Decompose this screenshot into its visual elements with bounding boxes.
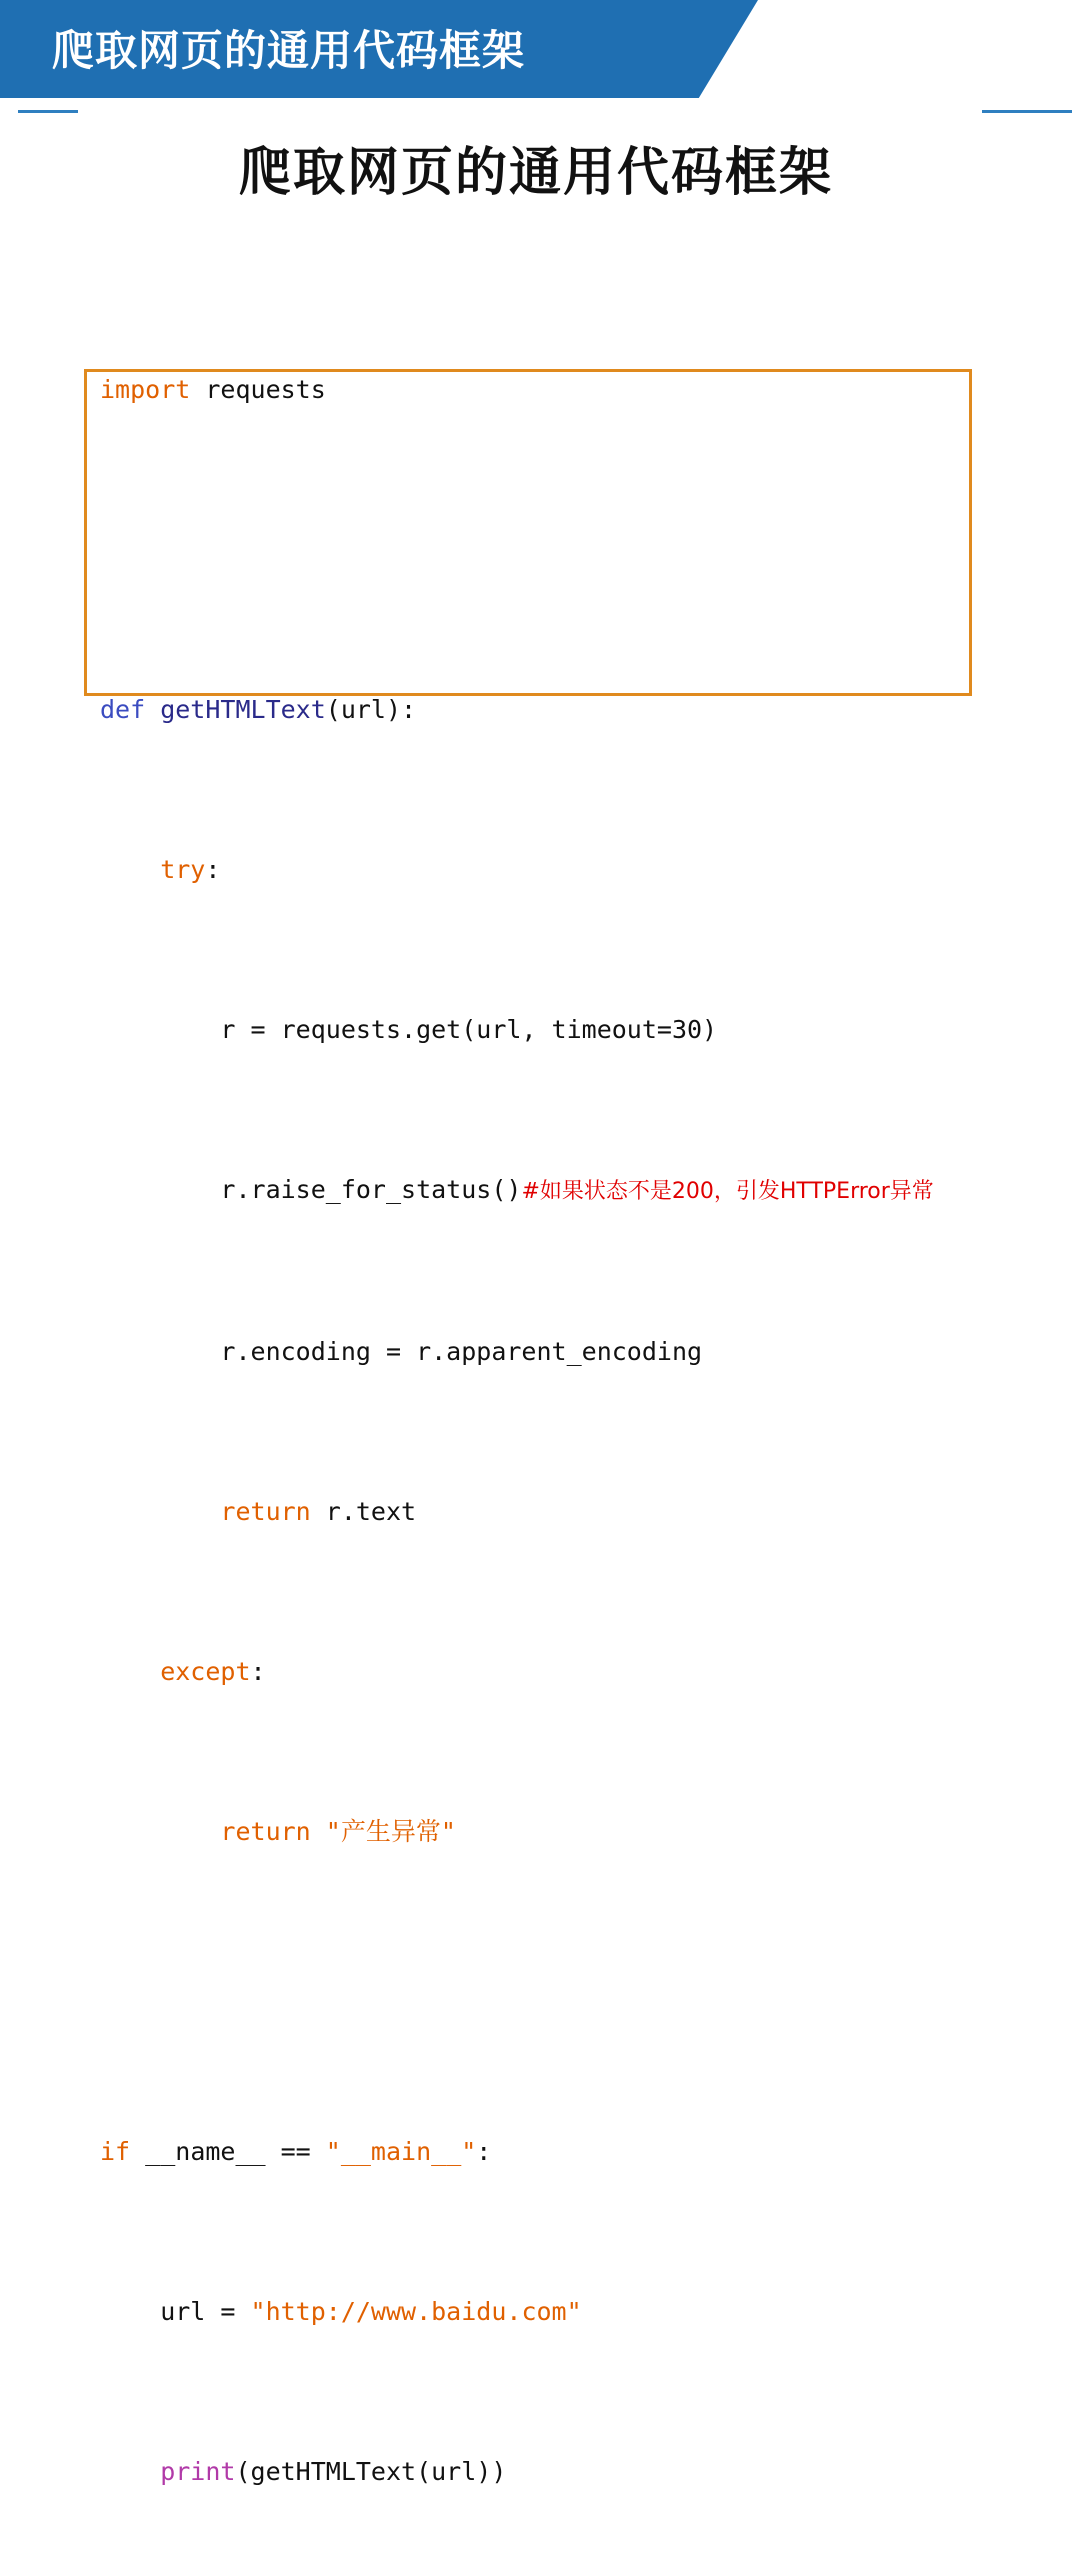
token-url-string: "http://www.baidu.com" (250, 2297, 582, 2326)
token-requests-get: r = requests.get(url, timeout=30) (100, 1015, 718, 1044)
token-raise-for-status: r.raise_for_status() (100, 1175, 522, 1204)
code-blank-line-1 (100, 530, 1000, 570)
token-print-args: (getHTMLText(url)) (235, 2457, 507, 2486)
token-comment-raise: #如果状态不是200，引发HTTPError异常 (521, 1179, 934, 1204)
token-if-colon: : (476, 2137, 492, 2166)
token-def-params: (url): (325, 695, 417, 724)
code-blank-line-2 (100, 1972, 1000, 2012)
token-import-keyword: import (100, 375, 191, 404)
header-rule-left (18, 110, 78, 113)
token-return-value-2: "产生异常" (310, 1817, 456, 1846)
token-print-keyword: print (100, 2457, 236, 2486)
code-line-print (100, 2452, 1000, 2492)
code-line-import (100, 370, 1000, 410)
code-line-return-text (100, 1492, 1000, 1532)
token-except-keyword: except (100, 1657, 251, 1686)
header-title: 爬取网页的通用代码框架 (52, 27, 526, 74)
header-rule-right (982, 110, 1072, 113)
token-return-keyword-2: return (100, 1817, 311, 1846)
token-name-dunder: __name__ == (130, 2137, 326, 2166)
code-block (100, 250, 1000, 2572)
header-left-accent-bar (0, 0, 18, 98)
token-encoding-assign: r.encoding = r.apparent_encoding (100, 1337, 703, 1366)
code-line-if-main (100, 2132, 1000, 2172)
code-line-except (100, 1652, 1000, 1692)
token-main-string: "__main__" (325, 2137, 477, 2166)
code-line-url-assign (100, 2292, 1000, 2332)
token-function-name: getHTMLText (145, 695, 326, 724)
slide-header (0, 0, 1072, 98)
code-line-get (100, 1010, 1000, 1050)
token-import-module: requests (190, 375, 326, 404)
code-line-return-exception (100, 1812, 1000, 1852)
token-return-value-1: r.text (310, 1497, 417, 1526)
code-line-def (100, 690, 1000, 730)
token-return-keyword-1: return (100, 1497, 311, 1526)
token-try-keyword: try (100, 855, 206, 884)
token-try-colon: : (205, 855, 221, 884)
token-url-var: url = (100, 2297, 251, 2326)
page-title: 爬取网页的通用代码框架 (238, 144, 833, 202)
token-def-keyword: def (100, 695, 146, 724)
code-line-encoding (100, 1332, 1000, 1372)
code-line-raise-for-status (100, 1170, 1000, 1212)
code-line-try (100, 850, 1000, 890)
token-if-keyword: if (100, 2137, 131, 2166)
token-except-colon: : (250, 1657, 266, 1686)
